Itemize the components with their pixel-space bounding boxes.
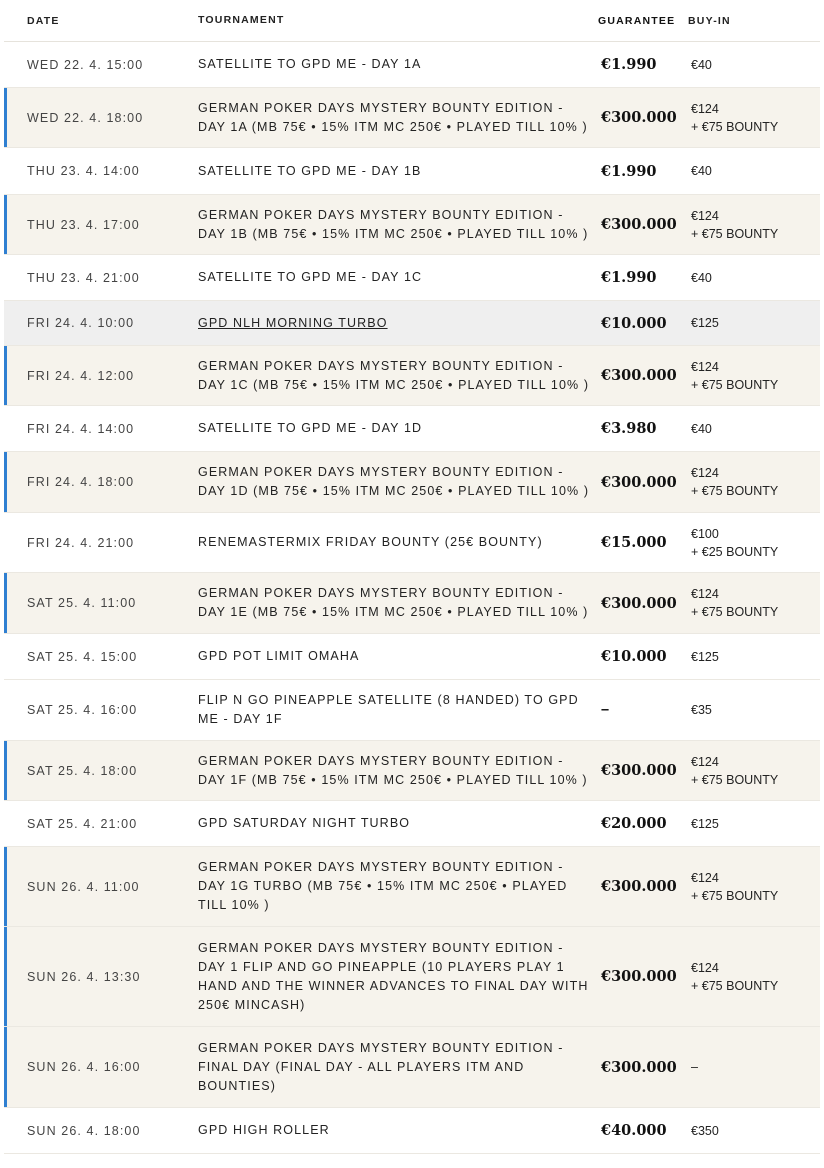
row-tournament-name: GERMAN POKER DAYS MYSTERY BOUNTY EDITION - DAY 1G TURBO (MB 75€ • 15% ITM MC 250€ • PLAYED TILL 10% ) — [198, 860, 568, 912]
buyin-amount: €124 — [691, 466, 719, 480]
guarantee-column-header: GUARANTEE — [598, 14, 676, 27]
row-tournament-name: RENEMASTERMIX FRIDAY BOUNTY (25€ BOUNTY) — [198, 535, 543, 549]
row-buyin — [688, 959, 820, 995]
table-row[interactable] — [4, 741, 820, 801]
row-buyin — [688, 162, 820, 180]
row-guarantee: €300.000 — [601, 473, 677, 491]
row-guarantee: €20.000 — [601, 815, 667, 832]
buyin-amount: €125 — [691, 816, 719, 831]
row-buyin — [688, 56, 820, 74]
buyin-amount: €124 — [691, 101, 719, 116]
buyin-bounty: + €75 BOUNTY — [691, 772, 779, 787]
table-row[interactable] — [4, 148, 820, 195]
row-date: SUN 26. 4. 16:00 — [27, 1060, 141, 1074]
row-date: FRI 24. 4. 10:00 — [27, 316, 135, 330]
table-row[interactable] — [4, 255, 820, 301]
row-buyin — [688, 207, 820, 243]
row-buyin — [688, 314, 820, 332]
row-tournament-name: GERMAN POKER DAYS MYSTERY BOUNTY EDITION - DAY 1D (MB 75€ • 15% ITM MC 250€ • PLAYED TILL 10% ) — [198, 465, 590, 498]
row-date: FRI 24. 4. 12:00 — [27, 368, 135, 383]
buyin-amount: €40 — [691, 421, 712, 436]
buyin-amount: €124 — [691, 754, 719, 769]
buyin-column-header: BUY-IN — [688, 14, 731, 27]
row-tournament-name: GPD SATURDAY NIGHT TURBO — [198, 816, 411, 830]
buyin-bounty: + €25 BOUNTY — [691, 544, 779, 559]
buyin-amount: €124 — [691, 870, 719, 885]
row-guarantee: €300.000 — [601, 109, 677, 126]
row-buyin — [688, 753, 820, 789]
buyin-bounty: + €75 BOUNTY — [691, 119, 779, 134]
row-buyin — [688, 420, 820, 438]
row-guarantee: €300.000 — [601, 216, 677, 233]
date-column-header: DATE — [27, 14, 60, 27]
row-date: FRI 24. 4. 14:00 — [27, 421, 135, 436]
row-date: FRI 24. 4. 18:00 — [27, 475, 135, 489]
buyin-bounty: + €75 BOUNTY — [691, 377, 779, 392]
row-tournament-name: GPD POT LIMIT OMAHA — [198, 649, 360, 663]
table-row[interactable] — [4, 801, 820, 847]
table-row[interactable] — [4, 452, 820, 513]
tournament-column-header: TOURNAMENT — [198, 14, 285, 26]
row-date: SUN 26. 4. 18:00 — [27, 1123, 141, 1138]
row-tournament-name: GERMAN POKER DAYS MYSTERY BOUNTY EDITION - DAY 1 FLIP AND GO PINEAPPLE (10 PLAYERS PLAY 1 HAND AND THE WINNER ADVANCES TO FINAL DAY WITH 250€ MINCASH) — [198, 940, 589, 1012]
table-row[interactable] — [4, 42, 820, 88]
row-buyin — [688, 358, 820, 394]
buyin-amount: €35 — [691, 703, 712, 717]
buyin-amount: €40 — [691, 57, 712, 72]
row-tournament-name: FLIP N GO PINEAPPLE SATELLITE (8 HANDED) TO GPD ME - DAY 1F — [198, 693, 579, 726]
table-row[interactable] — [4, 406, 820, 452]
row-guarantee: €10.000 — [601, 648, 667, 665]
row-date: WED 22. 4. 18:00 — [27, 110, 144, 125]
row-tournament-name: SATELLITE TO GPD ME - DAY 1D — [198, 421, 423, 435]
buyin-amount: €40 — [691, 270, 712, 285]
row-guarantee: €40.000 — [601, 1122, 667, 1139]
row-buyin — [688, 815, 820, 833]
row-buyin — [688, 100, 820, 136]
buyin-bounty: + €75 BOUNTY — [691, 605, 779, 619]
row-buyin — [688, 525, 820, 561]
row-tournament-name: SATELLITE TO GPD ME - DAY 1A — [198, 57, 422, 71]
buyin-amount: €350 — [691, 1123, 719, 1138]
buyin-amount: €124 — [691, 960, 719, 975]
buyin-bounty: + €75 BOUNTY — [691, 484, 779, 498]
row-guarantee: €300.000 — [601, 878, 677, 895]
row-tournament-name: GERMAN POKER DAYS MYSTERY BOUNTY EDITION - DAY 1B (MB 75€ • 15% ITM MC 250€ • PLAYED TILL 10% ) — [198, 207, 589, 241]
table-header — [4, 0, 820, 42]
table-row[interactable] — [4, 88, 820, 148]
row-tournament-name: SATELLITE TO GPD ME - DAY 1B — [198, 163, 422, 178]
buyin-amount: – — [691, 1060, 698, 1074]
row-guarantee: €300.000 — [601, 367, 677, 384]
tournament-table — [4, 0, 820, 1154]
row-tournament-name: SATELLITE TO GPD ME - DAY 1C — [198, 270, 423, 284]
buyin-amount: €125 — [691, 649, 719, 664]
row-guarantee: €300.000 — [601, 968, 677, 985]
table-row[interactable] — [4, 1027, 820, 1108]
table-row[interactable] — [4, 927, 820, 1027]
row-date: WED 22. 4. 15:00 — [27, 57, 144, 72]
table-row[interactable] — [4, 680, 820, 741]
row-tournament-name: GERMAN POKER DAYS MYSTERY BOUNTY EDITION - DAY 1C (MB 75€ • 15% ITM MC 250€ • PLAYED TILL 10% ) — [198, 358, 590, 392]
table-row[interactable] — [4, 573, 820, 634]
row-buyin — [688, 585, 820, 621]
row-date: SAT 25. 4. 11:00 — [27, 596, 137, 610]
row-guarantee: – — [601, 702, 610, 718]
row-guarantee: €1.990 — [601, 269, 657, 286]
table-row[interactable] — [4, 847, 820, 927]
row-buyin — [688, 1122, 820, 1140]
buyin-bounty: + €75 BOUNTY — [691, 978, 779, 993]
row-tournament-name — [198, 314, 598, 333]
row-buyin — [688, 869, 820, 905]
row-buyin — [688, 701, 820, 719]
row-tournament-name: GPD HIGH ROLLER — [198, 1123, 330, 1137]
row-guarantee: €10.000 — [601, 314, 667, 332]
buyin-bounty: + €75 BOUNTY — [691, 226, 779, 241]
table-row[interactable] — [4, 634, 820, 680]
buyin-amount: €124 — [691, 359, 719, 374]
row-guarantee: €1.990 — [601, 56, 657, 73]
table-row[interactable] — [4, 1108, 820, 1154]
row-tournament-name: GERMAN POKER DAYS MYSTERY BOUNTY EDITION - DAY 1E (MB 75€ • 15% ITM MC 250€ • PLAYED TILL 10% ) — [198, 586, 589, 619]
tournament-link[interactable]: GPD NLH MORNING TURBO — [198, 315, 388, 330]
row-guarantee: €3.980 — [601, 420, 657, 437]
buyin-amount: €100 — [691, 526, 719, 541]
buyin-amount: €124 — [691, 587, 719, 601]
row-tournament-name: GERMAN POKER DAYS MYSTERY BOUNTY EDITION - DAY 1F (MB 75€ • 15% ITM MC 250€ • PLAYED TILL 10% ) — [198, 753, 588, 787]
row-guarantee: €300.000 — [601, 762, 677, 779]
row-date: SUN 26. 4. 11:00 — [27, 879, 140, 894]
buyin-amount: €125 — [691, 316, 719, 330]
row-buyin — [688, 1058, 820, 1076]
row-guarantee: €300.000 — [601, 1058, 677, 1076]
row-date: SAT 25. 4. 21:00 — [27, 816, 138, 831]
row-guarantee: €300.000 — [601, 594, 677, 612]
row-date: SAT 25. 4. 16:00 — [27, 703, 138, 717]
row-date: THU 23. 4. 14:00 — [27, 164, 140, 178]
row-date: THU 23. 4. 21:00 — [27, 270, 140, 285]
table-row[interactable] — [4, 513, 820, 573]
table-row[interactable] — [4, 195, 820, 255]
row-guarantee: €1.990 — [601, 162, 657, 180]
row-date: SUN 26. 4. 13:30 — [27, 969, 141, 984]
row-date: FRI 24. 4. 21:00 — [27, 535, 135, 550]
row-buyin — [688, 464, 820, 500]
table-row[interactable] — [4, 301, 820, 346]
row-tournament-name: GERMAN POKER DAYS MYSTERY BOUNTY EDITION - FINAL DAY (FINAL DAY - ALL PLAYERS ITM AND BOUNTIES) — [198, 1040, 564, 1093]
buyin-amount: €124 — [691, 208, 719, 223]
row-date: SAT 25. 4. 18:00 — [27, 763, 138, 778]
table-row[interactable] — [4, 346, 820, 406]
row-date: THU 23. 4. 17:00 — [27, 217, 140, 232]
row-tournament-name: GERMAN POKER DAYS MYSTERY BOUNTY EDITION - DAY 1A (MB 75€ • 15% ITM MC 250€ • PLAYED TILL 10% ) — [198, 100, 588, 134]
row-buyin — [688, 648, 820, 666]
row-buyin — [688, 269, 820, 287]
buyin-bounty: + €75 BOUNTY — [691, 888, 779, 903]
row-guarantee: €15.000 — [601, 534, 667, 551]
buyin-amount: €40 — [691, 164, 712, 178]
row-date: SAT 25. 4. 15:00 — [27, 649, 138, 664]
